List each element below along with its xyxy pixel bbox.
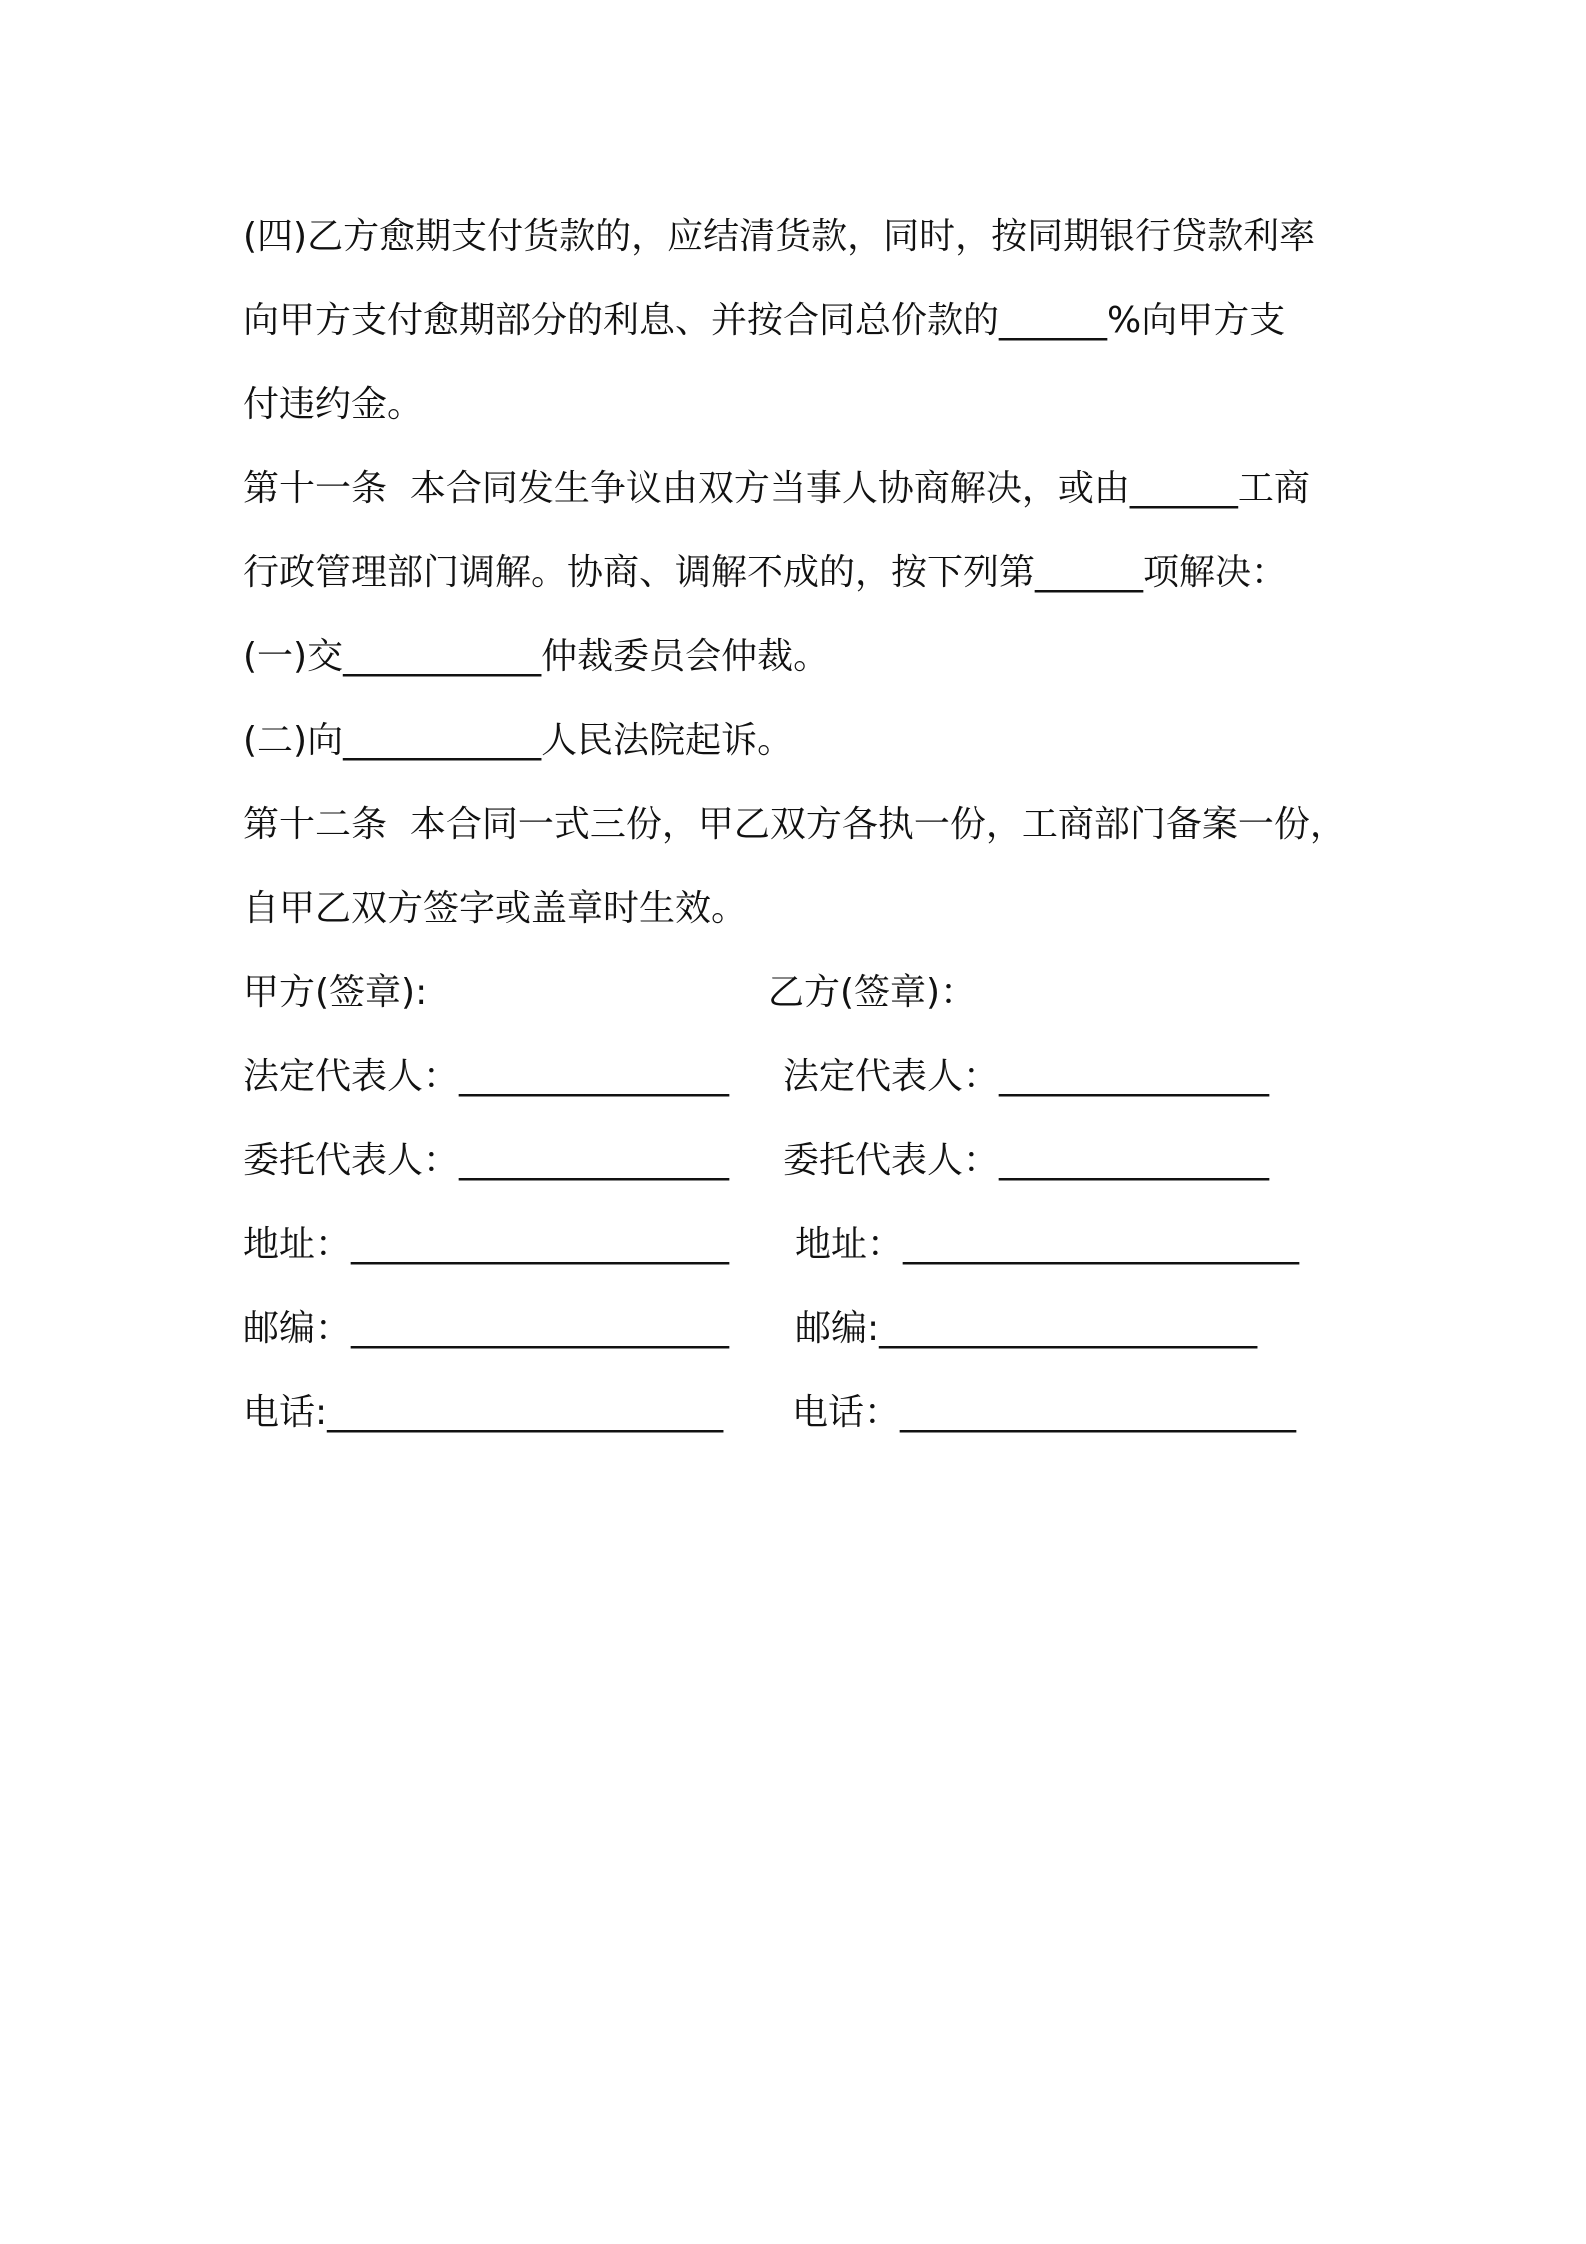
agent-row bbox=[243, 1119, 1373, 1203]
paragraph-line: 自甲乙双方签字或盖章时生效。 bbox=[243, 888, 748, 929]
postcode-row bbox=[243, 1287, 1373, 1371]
party-a-postcode-field: 邮编：_____________________ bbox=[243, 1308, 730, 1349]
paragraph-line: (四)乙方愈期支付货款的，应结清货款，同时，按同期银行贷款利率 bbox=[243, 216, 1316, 257]
article-12-line: 第十二条 本合同一式三份，甲乙双方各执一份，工商部门备案一份， bbox=[243, 804, 1346, 845]
party-b-legal-rep-field: 法定代表人：_______________ bbox=[783, 1056, 1270, 1097]
party-b-seal-label: 乙方(签章)： bbox=[768, 972, 977, 1013]
paragraph-line: 付违约金。 bbox=[243, 384, 424, 425]
address-row bbox=[243, 1203, 1373, 1287]
party-a-seal-label: 甲方(签章): bbox=[243, 972, 428, 1013]
party-b-address-field: 地址：______________________ bbox=[795, 1224, 1300, 1265]
party-b-phone-field: 电话：______________________ bbox=[792, 1392, 1297, 1433]
party-b-postcode-field: 邮编:_____________________ bbox=[795, 1308, 1258, 1349]
signature-block bbox=[243, 951, 1373, 1455]
paragraph-line: 向甲方支付愈期部分的利息、并按合同总价款的______%向甲方支 bbox=[243, 300, 1286, 341]
signature-row bbox=[243, 951, 1373, 1035]
party-a-agent-field: 委托代表人：_______________ bbox=[243, 1140, 730, 1181]
paragraph-line: 行政管理部门调解。协商、调解不成的，按下列第______项解决： bbox=[243, 552, 1288, 593]
phone-row bbox=[243, 1371, 1373, 1455]
party-a-address-field: 地址：_____________________ bbox=[243, 1224, 730, 1265]
party-b-agent-field: 委托代表人：_______________ bbox=[783, 1140, 1270, 1181]
party-a-legal-rep-field: 法定代表人：_______________ bbox=[243, 1056, 730, 1097]
article-11-line: 第十一条 本合同发生争议由双方当事人协商解决，或由______工商 bbox=[243, 468, 1310, 509]
party-a-phone-field: 电话:______________________ bbox=[243, 1392, 724, 1433]
document-body bbox=[243, 195, 1373, 1455]
lawsuit-option: (二)向___________人民法院起诉。 bbox=[243, 720, 794, 761]
legal-rep-row bbox=[243, 1035, 1373, 1119]
arbitration-option: (一)交___________仲裁委员会仲裁。 bbox=[243, 636, 830, 677]
